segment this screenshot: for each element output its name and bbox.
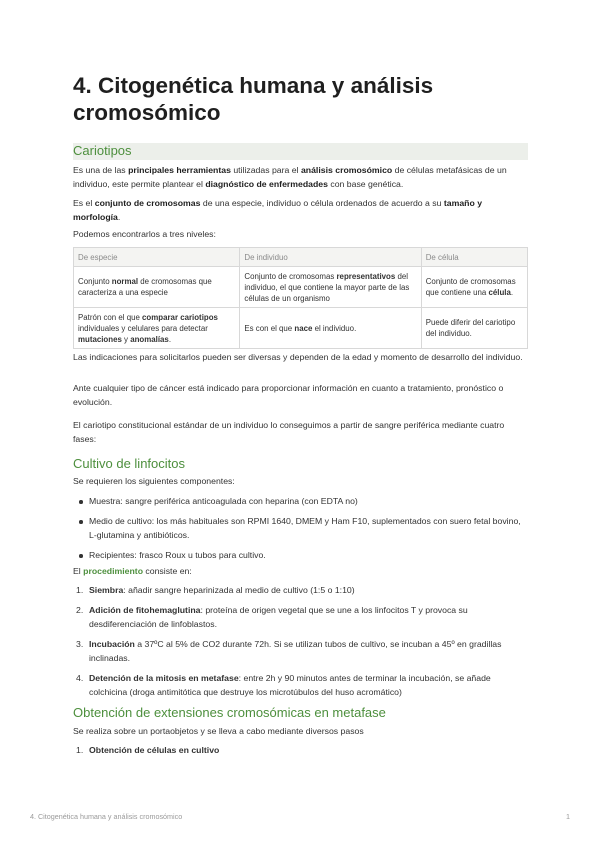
list-item: 2. Adición de fitohemaglutina: proteína de origen vegetal que se une a los linfocitos T y provoca su desdiferenciación de linfoblastos. <box>76 605 468 629</box>
steps-list <box>73 743 528 757</box>
paragraph: Podemos encontrarlos a tres niveles: <box>73 229 216 239</box>
paragraph: Se realiza sobre un portaobjetos y se lleva a cabo mediante diversos pasos <box>73 726 364 736</box>
list-item: 1. Obtención de células en cultivo <box>76 745 220 755</box>
list-item: 4. Detención de la mitosis en metafase: entre 2h y 90 minutos antes de terminar la incubación, se añade colchicina (droga antimitótica que destruye los microtúbulos del huso acromático) <box>76 673 491 697</box>
page-number: 1 <box>566 812 570 821</box>
section-heading-cariotipos: Cariotipos <box>73 143 132 158</box>
footer-title: 4. Citogenética humana y análisis cromosómico <box>30 812 183 821</box>
paragraph: Ante cualquier tipo de cáncer está indicado para proporcionar información en cuanto a tratamiento, pronóstico o evolución. <box>73 383 504 407</box>
table-header-cell: De especie <box>74 248 240 267</box>
section-heading-obtencion: Obtención de extensiones cromosómicas en metafase <box>73 705 386 720</box>
table-cell: Conjunto de cromosomas que contiene una célula. <box>421 267 527 308</box>
paragraph: Las indicaciones para solicitarlos pueden ser diversas y dependen de la edad y momento de desarrollo del individuo. <box>73 352 523 362</box>
table-row <box>74 308 528 349</box>
table-header-cell: De individuo <box>240 248 421 267</box>
table-header-cell: De célula <box>421 248 527 267</box>
paragraph: Se requieren los siguientes componentes: <box>73 476 235 486</box>
list-item: 1. Siembra: añadir sangre heparinizada al medio de cultivo (1:5 o 1:10) <box>76 585 355 595</box>
list-item: Medio de cultivo: los más habituales son RPMI 1640, DMEM y Ham F10, suplementados con suero fetal bovino, L-glutamina y antibióticos. <box>73 514 528 542</box>
list-item: Recipientes: frasco Roux u tubos para cultivo. <box>73 548 528 562</box>
karyotype-levels-table <box>73 247 528 349</box>
paragraph: El procedimiento consiste en: <box>73 566 192 576</box>
page-title: 4. Citogenética humana y análisis cromosómico <box>73 73 434 125</box>
section-band <box>73 143 528 160</box>
table-cell: Puede diferir del cariotipo del individuo. <box>421 308 527 349</box>
paragraph: Es una de las principales herramientas utilizadas para el análisis cromosómico de células metafásicas de un individuo, este permite plantear el diagnóstico de enfermedades con base genética. <box>73 165 507 189</box>
table-cell: Es con el que nace el individuo. <box>240 308 421 349</box>
procedure-list <box>73 583 528 699</box>
list-item: 3. Incubación a 37ºC al 5% de CO2 durante 72h. Si se utilizan tubos de cultivo, se incuban a 45º en gradillas inclinadas. <box>76 639 502 663</box>
table-cell: Conjunto normal de cromosomas que caracteriza a una especie <box>74 267 240 308</box>
components-list <box>73 494 528 562</box>
paragraph: El cariotipo constitucional estándar de un individuo lo conseguimos a partir de sangre periférica mediante cuatro fases: <box>73 420 505 444</box>
table-cell: Patrón con el que comparar cariotipos individuales y celulares para detectar mutaciones y anomalías. <box>74 308 240 349</box>
paragraph: Es el conjunto de cromosomas de una especie, individuo o célula ordenados de acuerdo a su tamaño y morfología. <box>73 198 483 222</box>
table-header-row <box>74 248 528 267</box>
table-cell: Conjunto de cromosomas representativos del individuo, el que contiene la mayor parte de las células de un organismo <box>240 267 421 308</box>
section-heading-cultivo: Cultivo de linfocitos <box>73 456 185 471</box>
table-row <box>74 267 528 308</box>
list-item: Muestra: sangre periférica anticoagulada con heparina (con EDTA no) <box>73 494 528 508</box>
